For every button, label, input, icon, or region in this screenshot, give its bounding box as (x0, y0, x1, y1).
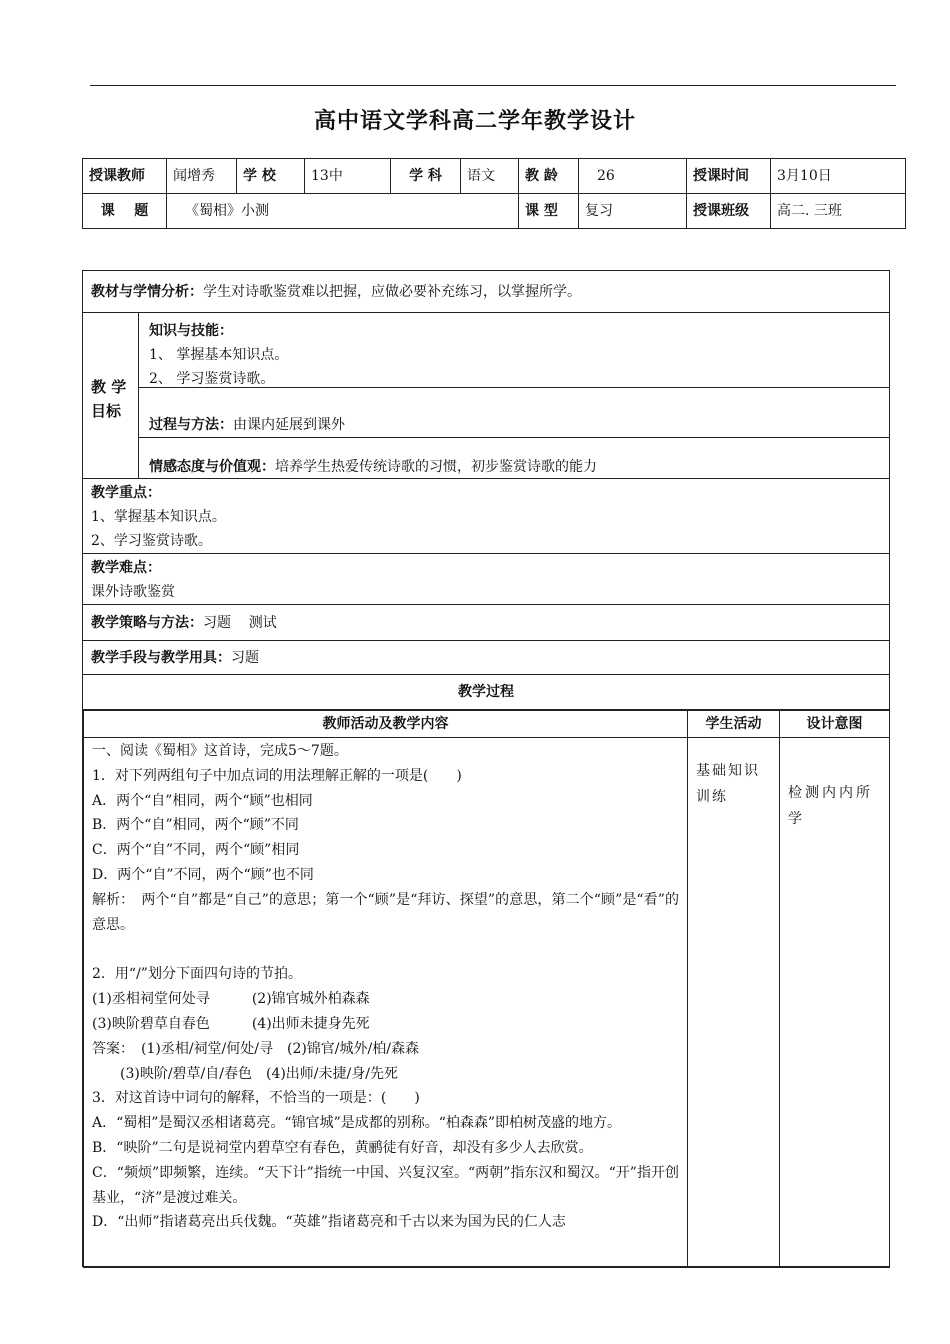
difficulties-text: 课外诗歌鉴赏 (91, 584, 175, 600)
content-line: A．“蜀相”是蜀汉丞相诸葛亮。“锦官城”是成都的别称。“柏森森”即柏树茂盛的地方。 (92, 1115, 622, 1132)
content-line: (1)丞相祠堂何处寻 (2)锦官城外柏森森 (92, 991, 370, 1008)
content-line: B．“映阶”二句是说祠堂内碧草空有春色，黄鹂徒有好音，却没有多少人去欣赏。 (92, 1139, 593, 1156)
content-line: D．两个“自”不同，两个“顾”也不同 (92, 866, 314, 883)
emotion-text: 培养学生热爱传统诗歌的习惯，初步鉴赏诗歌的能力 (275, 459, 597, 475)
header-rule (90, 85, 896, 86)
content-line: 一、阅读《蜀相》这首诗，完成5～7题。 (92, 743, 348, 759)
emotion-values (139, 455, 889, 479)
content-line: C．两个“自”不同，两个“顾”相同 (92, 842, 300, 859)
strategy-text: 习题 测试 (203, 615, 277, 631)
goals-row (83, 313, 889, 479)
age-label: 教 龄 (519, 159, 579, 194)
content-line: 2．用“/”划分下面四句诗的节拍。 (92, 966, 302, 983)
lesson-plan-table (82, 270, 890, 1267)
process-header: 学生活动 (688, 710, 780, 738)
knowledge-label: 知识与技能： (149, 323, 233, 339)
tools-text: 习题 (231, 650, 259, 666)
content-line: B．两个“自”相同，两个“顾”不同 (92, 817, 299, 834)
content-line: C．“频烦”即频繁，连续。“天下计”指统一中国、兴复汉室。“两朝”指东汉和蜀汉。“开”指开创基业，“济”是渡过难关。 (92, 1164, 679, 1206)
content-line: D．“出师”指诸葛亮出兵伐魏。“英雄”指诸葛亮和千古以来为国为民的仁人志 (92, 1214, 566, 1231)
student-activity-cell: 基础知识训练 (688, 738, 780, 1268)
type-label: 课 型 (519, 194, 579, 229)
topic-value: 《蜀相》小测 (167, 194, 519, 229)
strategy-row (83, 605, 889, 641)
subject-value: 语文 (461, 159, 519, 194)
content-line: 答案： (1)丞相/祠堂/何处/寻 (2)锦官/城外/柏/森森 (92, 1040, 419, 1057)
content-line: (3)映阶碧草自春色 (4)出师未捷身先死 (92, 1015, 370, 1032)
goals-label-1: 教 学 (91, 378, 127, 396)
content-line: 1．对下列两组句子中加点词的用法理解正解的一项是( ) (92, 767, 462, 784)
design-intent-cell: 检测内内所学 (780, 738, 890, 1268)
age-value: 26 (579, 159, 687, 194)
knowledge-item: 1、 掌握基本知识点。 (149, 347, 289, 363)
topic-label: 课 题 (83, 194, 167, 229)
time-label: 授课时间 (687, 159, 771, 194)
knowledge-item: 2、 学习鉴赏诗歌。 (149, 371, 275, 387)
class-value: 高二. 三班 (771, 194, 906, 229)
strategy-label: 教学策略与方法： (91, 615, 203, 631)
analysis-row (83, 271, 889, 313)
content-blank-line (92, 937, 679, 962)
process-header: 设计意图 (780, 710, 890, 738)
content-line: 3．对这首诗中词句的解释，不恰当的一项是：( ) (92, 1090, 420, 1107)
type-value: 复习 (579, 194, 687, 229)
process-table (83, 709, 890, 1268)
goals-divider (139, 437, 889, 438)
tools-label: 教学手段与教学用具： (91, 650, 231, 666)
difficulties-label: 教学难点： (91, 560, 161, 576)
process-title-row (83, 675, 889, 709)
tools-row (83, 641, 889, 675)
content-line: 解析： 两个“自”都是“自己”的意思；第一个“顾”是“拜访、探望”的意思，第二个“顾”是“看”的意思。 (92, 891, 679, 933)
goals-divider (139, 387, 889, 388)
analysis-text: 学生对诗歌鉴赏难以把握，应做必要补充练习，以掌握所学。 (203, 284, 581, 300)
class-label: 授课班级 (687, 194, 771, 229)
process-header: 教师活动及教学内容 (84, 710, 688, 738)
key-point-item: 2、学习鉴赏诗歌。 (91, 533, 212, 549)
analysis-label: 教材与学情分析： (91, 284, 203, 300)
content-line: A．两个“自”相同，两个“顾”也相同 (92, 792, 313, 809)
goals-label-cell (83, 313, 139, 479)
process-title: 教学过程 (458, 684, 514, 700)
goals-label-2: 目标 (91, 402, 122, 420)
knowledge-section (139, 319, 889, 391)
school-value: 13中 (305, 159, 391, 194)
process-text: 由课内延展到课外 (233, 417, 345, 433)
emotion-label: 情感态度与价值观： (149, 459, 275, 475)
key-point-item: 1、掌握基本知识点。 (91, 509, 226, 525)
time-value: 3月10日 (771, 159, 906, 194)
process-label: 过程与方法： (149, 417, 233, 433)
info-table (82, 158, 906, 229)
page-title: 高中语文学科高二学年教学设计 (313, 109, 636, 134)
teacher-content-cell (84, 738, 688, 1268)
teacher-value: 闻增秀 (167, 159, 237, 194)
teacher-label: 授课教师 (83, 159, 167, 194)
key-points-label: 教学重点： (91, 485, 161, 501)
school-label: 学 校 (237, 159, 305, 194)
difficulties-row (83, 554, 889, 605)
content-line: (3)映阶/碧草/自/春色 (4)出师/未捷/身/先死 (92, 1065, 398, 1082)
process-method (139, 413, 889, 437)
subject-label: 学 科 (391, 159, 461, 194)
key-points-row (83, 479, 889, 554)
